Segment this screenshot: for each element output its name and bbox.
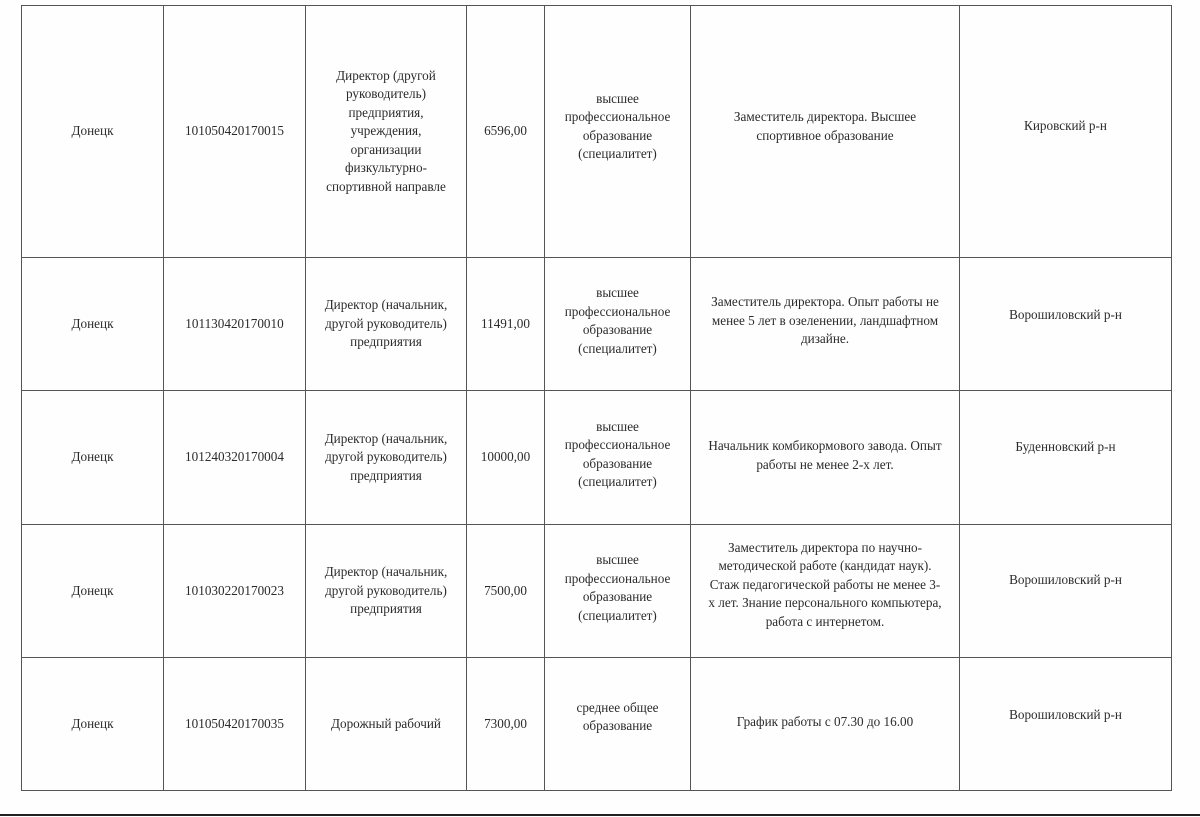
position-cell	[306, 525, 467, 658]
district-cell	[960, 525, 1172, 658]
vacancy-code-text: 101240320170004	[185, 449, 284, 465]
vacancy-code-text: 101130420170010	[185, 315, 284, 331]
table-row	[22, 658, 1172, 791]
position-cell	[306, 658, 467, 791]
vacancies-table	[21, 5, 1172, 791]
education-cell	[545, 658, 691, 791]
position-cell	[306, 391, 467, 525]
position-text: Директор (начальник, другой руководитель) предприятия	[324, 430, 448, 483]
district-text: Ворошиловский р-н	[1009, 706, 1122, 722]
district-text: Буденновский р-н	[1015, 438, 1116, 454]
education-cell	[545, 258, 691, 391]
position-text: Директор (начальник, другой руководитель) предприятия	[324, 564, 448, 617]
requirements-text: Начальник комбикормового завода. Опыт работы не менее 2-х лет.	[708, 438, 942, 472]
salary-text: 6596,00	[484, 123, 527, 139]
salary-text: 11491,00	[481, 315, 530, 331]
requirements-text: График работы с 07.30 до 16.00	[736, 713, 914, 729]
city-cell	[22, 658, 164, 791]
city-cell	[22, 6, 164, 258]
district-text: Ворошиловский р-н	[1009, 572, 1122, 587]
position-cell	[306, 258, 467, 391]
position-text: Директор (начальник, другой руководитель) предприятия	[324, 297, 448, 350]
education-text: высшее профессиональное образование (специалитет)	[564, 90, 671, 161]
district-cell	[960, 258, 1172, 391]
requirements-cell	[691, 658, 960, 791]
district-text: Кировский р-н	[1024, 118, 1107, 134]
salary-cell	[467, 6, 545, 258]
city-text: Донецк	[71, 315, 114, 331]
salary-text: 7500,00	[484, 582, 527, 598]
vacancy-code-cell	[164, 525, 306, 658]
city-cell	[22, 258, 164, 391]
city-text: Донецк	[71, 715, 114, 731]
city-text: Донецк	[71, 123, 114, 139]
salary-cell	[467, 658, 545, 791]
education-text: высшее профессиональное образование (специалитет)	[564, 418, 671, 489]
requirements-text: Заместитель директора. Высшее спортивное образование	[733, 109, 917, 143]
table-row	[22, 258, 1172, 391]
district-cell	[960, 6, 1172, 258]
salary-cell	[467, 258, 545, 391]
vacancy-code-cell	[164, 6, 306, 258]
vacancy-code-text: 101050420170015	[185, 123, 284, 139]
city-text: Донецк	[71, 582, 114, 598]
education-text: высшее профессиональное образование (специалитет)	[564, 285, 671, 356]
city-text: Донецк	[71, 449, 114, 465]
page-separator-line	[0, 814, 1200, 816]
requirements-cell	[691, 391, 960, 525]
district-cell	[960, 391, 1172, 525]
vacancy-code-cell	[164, 258, 306, 391]
requirements-cell	[691, 525, 960, 658]
position-cell	[306, 6, 467, 258]
education-cell	[545, 525, 691, 658]
vacancy-code-cell	[164, 658, 306, 791]
salary-cell	[467, 391, 545, 525]
position-text: Дорожный рабочий	[331, 715, 441, 731]
district-cell	[960, 658, 1172, 791]
table-row	[22, 6, 1172, 258]
education-text: высшее профессиональное образование (специалитет)	[564, 552, 671, 623]
education-text: среднее общее образование	[576, 699, 659, 733]
requirements-text: Заместитель директора. Опыт работы не менее 5 лет в озеленении, ландшафтном дизайне.	[711, 294, 939, 347]
table-row	[22, 525, 1172, 658]
education-cell	[545, 6, 691, 258]
position-text: Директор (другой руководитель) предприятия, учреждения, организации физкультурно- спортивной направле	[326, 67, 446, 194]
city-cell	[22, 525, 164, 658]
salary-text: 10000,00	[480, 449, 531, 465]
requirements-cell	[691, 6, 960, 258]
city-cell	[22, 391, 164, 525]
table-row	[22, 391, 1172, 525]
vacancy-code-cell	[164, 391, 306, 525]
requirements-cell	[691, 258, 960, 391]
salary-text: 7300,00	[484, 715, 527, 731]
salary-cell	[467, 525, 545, 658]
requirements-text: Заместитель директора по научно- методической работе (кандидат наук). Стаж педагогической работы не менее 3- х лет. Знание персонального компьютера, работа с интернетом.	[708, 539, 942, 629]
vacancy-code-text: 101030220170023	[185, 582, 284, 598]
vacancy-code-text: 101050420170035	[185, 715, 284, 731]
district-text: Ворошиловский р-н	[1009, 306, 1122, 322]
education-cell	[545, 391, 691, 525]
